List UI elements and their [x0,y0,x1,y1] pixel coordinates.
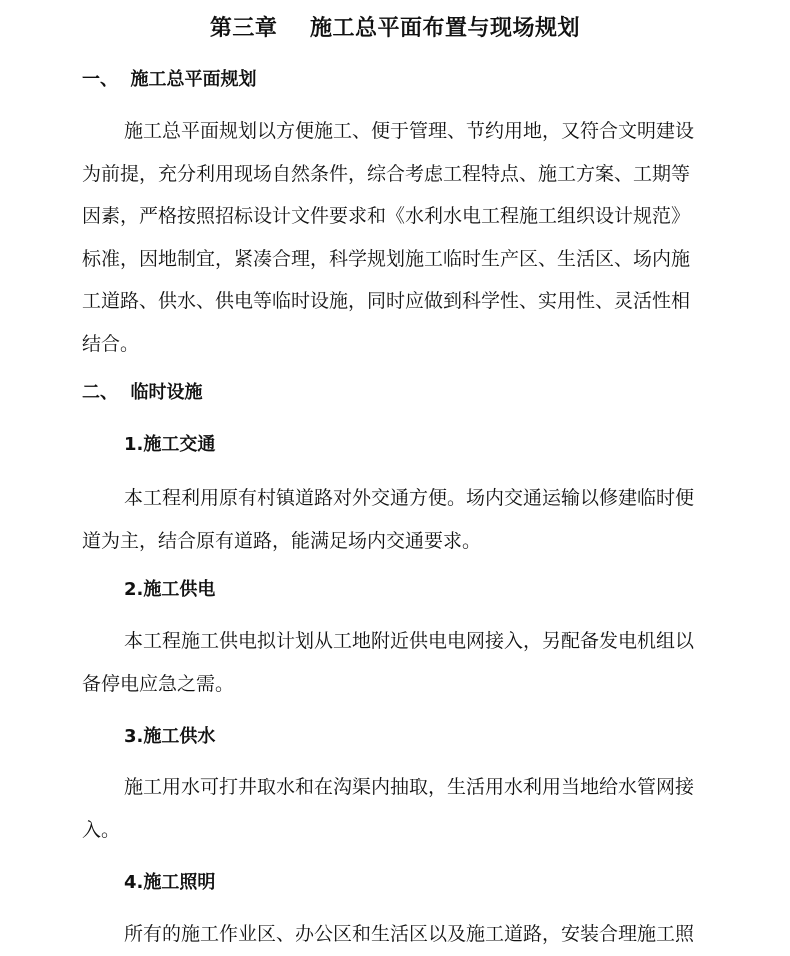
subsection-heading-lighting: 4.施工照明 [124,872,216,893]
chapter-title: 第三章 施工总平面布置与现场规划 [209,16,581,41]
paragraph-line: 备停电应急之需。 [82,672,235,695]
paragraph-line: 结合。 [82,332,140,355]
subsection-heading-power: 2.施工供电 [124,579,216,600]
subsection-heading-traffic: 1.施工交通 [124,434,216,455]
paragraph-line: 标准，因地制宜，紧凑合理，科学规划施工临时生产区、生活区、场内施 [82,247,691,270]
paragraph-water [82,766,722,851]
paragraph-line: 本工程利用原有村镇道路对外交通方便。场内交通运输以修建临时便 [124,487,695,509]
paragraph-line: 为前提，充分利用现场自然条件，综合考虑工程特点、施工方案、工期等 [82,162,691,185]
section-heading-temporary-facilities: 二、 临时设施 [82,382,203,403]
paragraph-line: 本工程施工供电拟计划从工地附近供电电网接入，另配备发电机组以 [124,630,695,652]
paragraph-power [82,620,722,705]
paragraph-line: 施工用水可打井取水和在沟渠内抽取，生活用水利用当地给水管网接 [124,776,695,798]
paragraph-line: 因素，严格按照招标设计文件要求和《水利水电工程施工组织设计规范》 [82,205,691,227]
paragraph-line: 所有的施工作业区、办公区和生活区以及施工道路，安装合理施工照 [124,923,695,945]
paragraph-line: 施工总平面规划以方便施工、便于管理、节约用地，又符合文明建设 [124,120,695,142]
paragraph-traffic [82,477,722,562]
subsection-heading-water: 3.施工供水 [124,726,216,747]
paragraph-line: 工道路、供水、供电等临时设施，同时应做到科学性、实用性、灵活性相 [82,290,691,312]
paragraph-line: 道为主，结合原有道路，能满足场内交通要求。 [82,529,482,552]
paragraph-lighting [82,913,722,956]
paragraph-general-layout [82,110,722,365]
section-heading-general-layout: 一、 施工总平面规划 [82,69,257,90]
paragraph-line: 入。 [82,818,121,841]
